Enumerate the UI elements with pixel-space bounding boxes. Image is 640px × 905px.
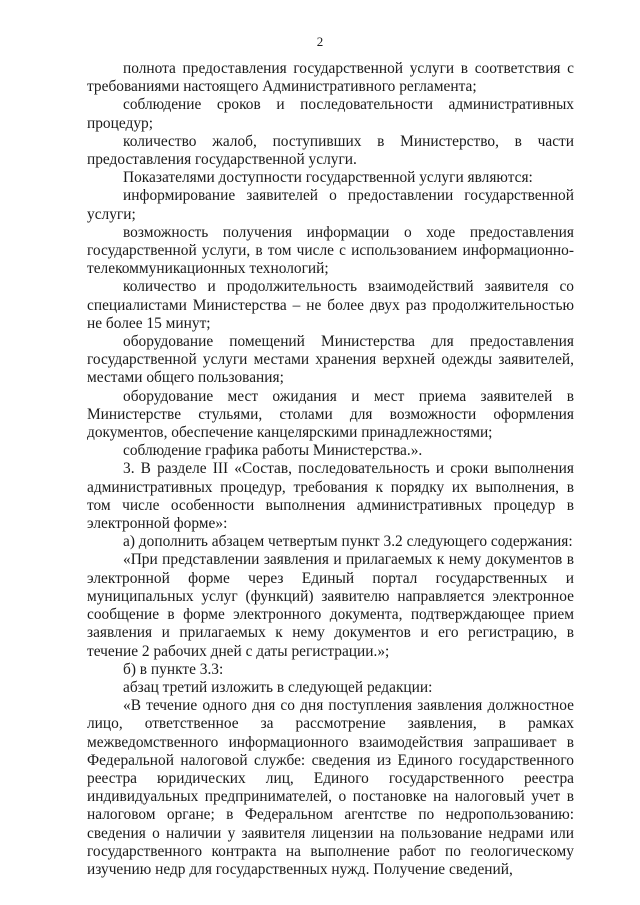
paragraph: Показателями доступности государственной услуги являются: <box>123 169 533 187</box>
paragraph: количество и продолжительность взаимодействий заявителя со специалистами Министерства – не более двух раз продолжительностью не более 15 минут; <box>87 278 574 332</box>
document-body <box>87 60 574 879</box>
paragraph: количество жалоб, поступивших в Министерство, в части предоставления государственной услуги. <box>87 132 574 169</box>
paragraph: соблюдение графика работы Министерства.». <box>123 442 423 460</box>
paragraph: оборудование помещений Министерства для предоставления государственной услуги местами хранения верхней одежды заявителей, местами общего пользования; <box>87 333 574 387</box>
paragraph: «В течение одного дня со дня поступления заявления должностное лицо, ответственное за рассмотрение заявления, в рамках межведомственного информационного взаимодействия запрашивает в Федеральной налоговой службе: сведения из Единого государственного реестра юридических лиц, Единого государственного реестра индивидуальных предпринимателей, о постановке на налоговый учет в налоговом органе; в Федеральном агентстве по недропользованию: сведения о наличии у заявителя лицензии на пользование недрами или государственного контракта на выполнение работ по геологическому изучению недр для государственных нужд. Получение сведений, <box>87 697 574 878</box>
paragraph: «При представлении заявления и прилагаемых к нему документов в электронной форме через Единый портал государственных и муниципальных услуг (функций) заявителю направляется электронное сообщение в форме электронного документа, подтверждающее прием заявления и прилагаемых к нему документов и его регистрацию, в течение 2 рабочих дней с даты регистрации.»; <box>87 551 574 660</box>
paragraph: оборудование мест ожидания и мест приема заявителей в Министерстве стульями, столами для возможности оформления документов, обеспечение канцелярскими принадлежностями; <box>87 387 574 442</box>
paragraph: соблюдение сроков и последовательности административных процедур; <box>87 96 574 132</box>
page-number: 2 <box>316 34 324 49</box>
paragraph: а) дополнить абзацем четвертым пункт 3.2 следующего содержания: <box>123 533 573 551</box>
paragraph: полнота предоставления государственной услуги в соответствия с требованиями настоящего Административного регламента; <box>87 60 574 96</box>
paragraph: 3. В разделе III «Состав, последовательность и сроки выполнения административных процедур, требования к порядку их выполнения, в том числе особенности выполнения административных процедур в электронной форме»: <box>87 460 574 533</box>
paragraph: возможность получения информации о ходе предоставления государственной услуги, в том числе с использованием информационно-телекоммуникационных технологий; <box>87 223 574 278</box>
paragraph: б) в пункте 3.3: <box>123 660 224 678</box>
paragraph: информирование заявителей о предоставлении государственной услуги; <box>87 187 574 223</box>
paragraph: абзац третий изложить в следующей редакции: <box>123 678 433 696</box>
